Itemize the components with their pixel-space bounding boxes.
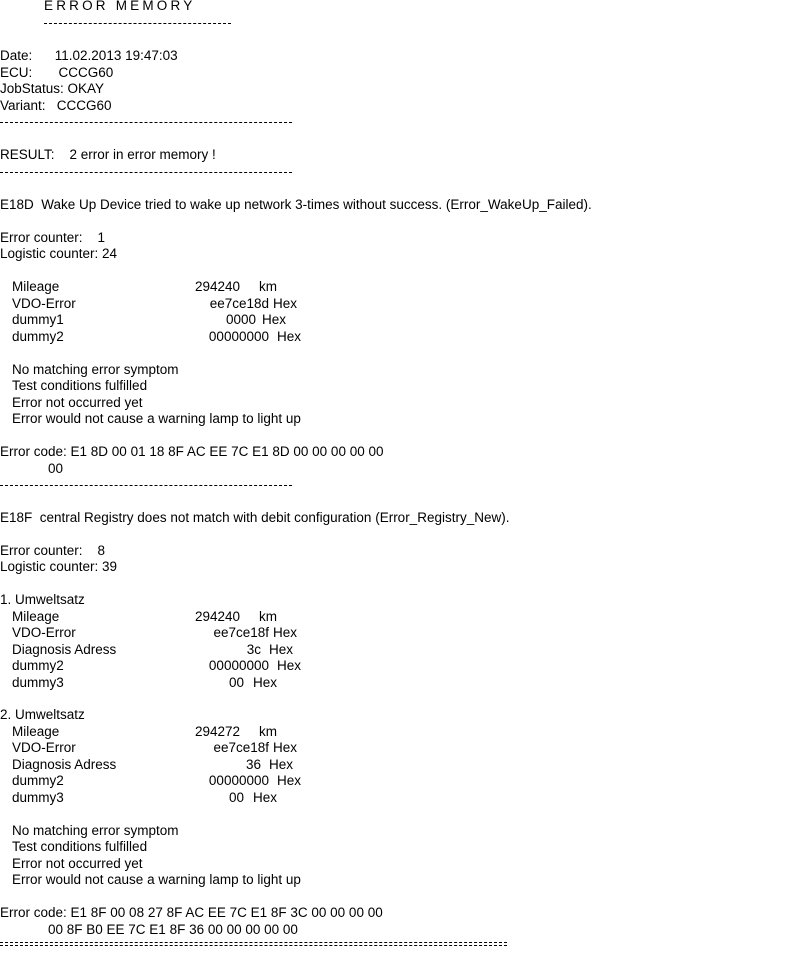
separator [0,485,292,486]
error-2-status: Error would not cause a warning lamp to light up [12,872,301,887]
jobstatus-line: JobStatus: OKAY [0,81,105,96]
param-label: dummy3 [12,675,64,690]
param-label: dummy3 [12,790,64,805]
param-unit: Hex [277,658,302,673]
error-1-description: E18D Wake Up Device tried to wake up network 3-times without success. (Error_WakeUp_Failed). [0,197,592,212]
separator [0,122,292,123]
param-label: Diagnosis Adress [12,757,117,772]
end-separator [0,942,507,946]
param-value: 0000 [225,312,256,327]
error-1-error-counter: Error counter: 1 [0,230,106,245]
param-label: Mileage [12,724,60,739]
error-2-status: No matching error symptom [12,823,179,838]
error-1-status: Error would not cause a warning lamp to light up [12,411,301,426]
param-value: 294240 [194,609,240,624]
param-value: ee7ce18f [213,625,269,640]
param-unit: Hex [253,790,278,805]
error-2-error-counter: Error counter: 8 [0,543,106,558]
error-2-status: Test conditions fulfilled [12,839,148,854]
param-unit: km [259,609,277,624]
param-unit: km [259,724,277,739]
param-label: dummy2 [12,329,64,344]
error-1-status: Error not occurred yet [12,395,143,410]
param-value: 00 [228,790,244,805]
param-unit: Hex [277,329,302,344]
error-2-status: Error not occurred yet [12,856,143,871]
param-label: VDO-Error [12,296,76,311]
variant-line: Variant: CCCG60 [0,98,112,113]
umweltsatz-title: 2. Umweltsatz [0,707,85,722]
param-label: VDO-Error [12,740,76,755]
error-1-status: No matching error symptom [12,362,179,377]
error-2-code: Error code: E1 8F 00 08 27 8F AC EE 7C E1 8F 3C 00 00 00 00 [0,905,383,920]
param-unit: Hex [262,312,287,327]
param-value: 00000000 [208,658,269,673]
error-2-description: E18F central Registry does not match with debit configuration (Error_Registry_New). [0,510,510,525]
param-value: 3c [246,642,261,657]
param-unit: Hex [273,625,298,640]
param-unit: Hex [269,642,294,657]
param-unit: Hex [273,740,298,755]
date-line: Date: 11.02.2013 19:47:03 [0,48,178,63]
param-value: 00000000 [208,773,269,788]
param-label: Mileage [12,609,60,624]
separator [0,172,292,173]
page-title: ERROR MEMORY [44,0,196,13]
param-value: 294240 [194,279,240,294]
param-label: dummy2 [12,773,64,788]
param-value: 294272 [194,724,240,739]
param-label: Diagnosis Adress [12,642,117,657]
param-unit: Hex [269,757,294,772]
param-unit: Hex [253,675,278,690]
error-1-status: Test conditions fulfilled [12,378,148,393]
error-1-code-cont: 00 [48,461,64,476]
param-unit: Hex [277,773,302,788]
ecu-line: ECU: CCCG60 [0,65,114,80]
title-underline [44,23,231,24]
param-value: 00000000 [208,329,269,344]
param-value: ee7ce18d [209,296,269,311]
umweltsatz-title: 1. Umweltsatz [0,592,85,607]
result-line: RESULT: 2 error in error memory ! [0,147,216,162]
param-value: ee7ce18f [213,740,269,755]
param-unit: Hex [273,296,298,311]
param-unit: km [259,279,277,294]
error-2-code-cont: 00 8F B0 EE 7C E1 8F 36 00 00 00 00 00 [48,922,298,937]
param-value: 36 [245,757,261,772]
param-label: Mileage [12,279,60,294]
param-label: dummy1 [12,312,64,327]
error-1-code: Error code: E1 8D 00 01 18 8F AC EE 7C E1 8D 00 00 00 00 00 [0,444,384,459]
param-label: VDO-Error [12,625,76,640]
error-1-logistic-counter: Logistic counter: 24 [0,246,118,261]
param-label: dummy2 [12,658,64,673]
param-value: 00 [228,675,244,690]
error-2-logistic-counter: Logistic counter: 39 [0,559,118,574]
